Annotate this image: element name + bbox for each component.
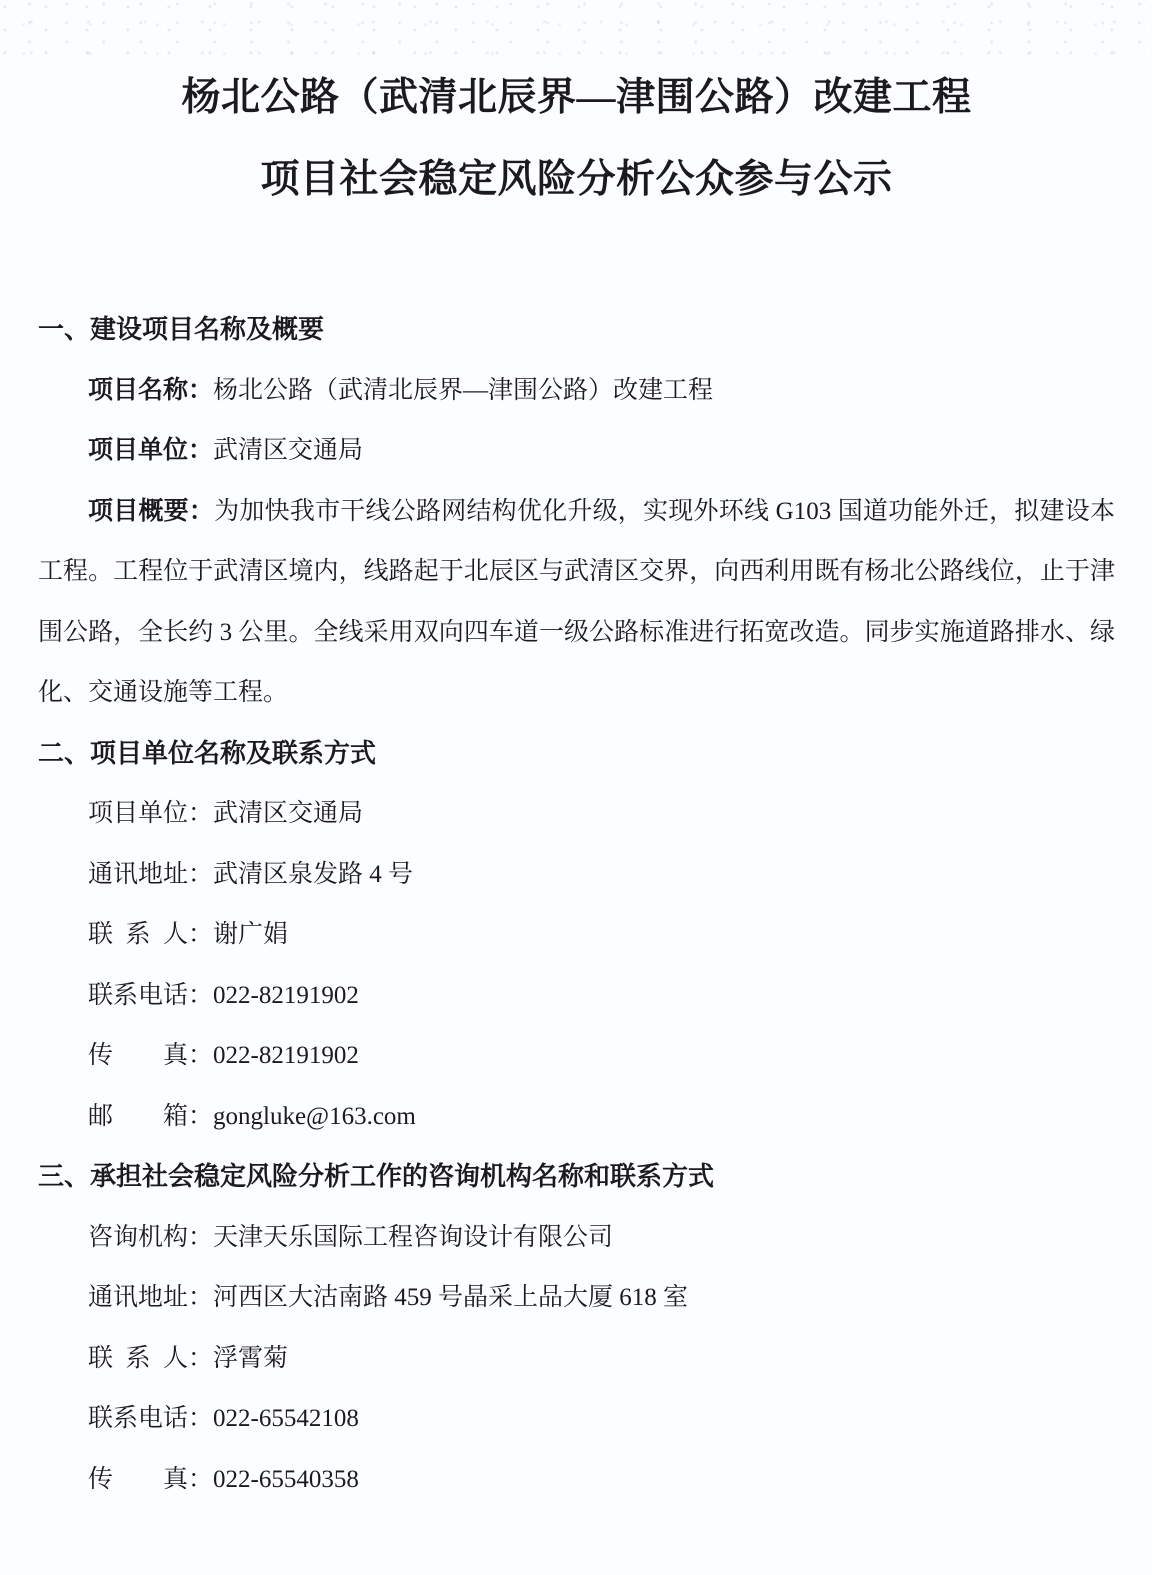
field-row-contact (38, 905, 1115, 966)
field-label: 通 讯 地 址 (88, 860, 189, 888)
field-value: 022-82191902 (213, 1042, 359, 1069)
page-title-line-1: 杨北公路（武清北辰界—津围公路）改建工程 (181, 76, 972, 119)
field-label: 咨 询 机 构 (88, 1223, 189, 1251)
field-row-address (38, 845, 1115, 906)
summary-line-4: 化、交通设施等工程。 (38, 679, 289, 706)
field-colon: ： (188, 921, 214, 948)
field-colon: ： (188, 376, 214, 404)
page-title-line-2: 项目社会稳定风险分析公众参与公示 (260, 158, 893, 201)
field-row-contact (38, 1329, 1115, 1390)
field-colon: ： (188, 1344, 214, 1372)
summary-label: 项目概要 (88, 497, 189, 525)
field-value: 浮霄菊 (213, 1344, 289, 1372)
field-label: 项 目 单 位 (88, 800, 189, 827)
field-value: 谢广娟 (213, 921, 289, 948)
field-label: 通 讯 地 址 (88, 1284, 189, 1311)
document-content (38, 300, 1115, 1510)
field-value: 022-82191902 (213, 981, 359, 1009)
field-value: 天津天乐国际工程咨询设计有限公司 (213, 1223, 614, 1251)
field-colon: ： (188, 800, 214, 827)
section-2-heading: 二、项目单位名称及联系方式 (38, 738, 377, 768)
field-label: 联 系 电 话 (88, 1405, 189, 1432)
field-colon: ： (188, 437, 214, 464)
summary-text: 为加快我市干线公路网结构优化升级，实现外环线 G103 国道功能外迁，拟建设本 (213, 497, 1115, 525)
field-value: gongluke@163.com (213, 1102, 416, 1130)
field-colon: ： (188, 860, 214, 888)
field-colon: ： (188, 1405, 214, 1432)
field-colon: ： (188, 1284, 214, 1311)
field-row-fax (38, 1026, 1115, 1087)
field-label: 传 真 (88, 1465, 188, 1493)
field-value: 河西区大沽南路 459 号晶采上品大厦 618 室 (213, 1284, 689, 1311)
summary-line-1 (38, 482, 1115, 543)
field-label: 联 系 人 (88, 1344, 188, 1372)
field-row-phone (38, 1389, 1115, 1450)
field-row-fax (38, 1450, 1115, 1511)
field-row-address (38, 1268, 1115, 1329)
field-label: 项 目 单 位 (88, 437, 189, 464)
field-colon: ： (188, 981, 214, 1009)
field-colon: ： (188, 1102, 214, 1130)
field-value: 武清区交通局 (213, 437, 364, 464)
field-row-project-unit (38, 421, 1115, 482)
field-row-consultant (38, 1208, 1115, 1269)
field-row-project-name (38, 361, 1115, 422)
summary-line-3: 围公路，全长约 3 公里。全线采用双向四车道一级公路标准进行拓宽改造。同步实施道路排水、绿 (38, 618, 1115, 646)
field-label: 传 真 (88, 1042, 188, 1069)
field-row-email (38, 1087, 1115, 1148)
field-colon: ： (188, 1465, 214, 1493)
field-value: 022-65540358 (213, 1465, 359, 1493)
field-colon: ： (188, 1223, 214, 1251)
summary-line-2: 工程。工程位于武清区境内，线路起于北辰区与武清区交界，向西利用既有杨北公路线位，止于津 (38, 558, 1115, 585)
field-value: 杨北公路（武清北辰界—津围公路）改建工程 (213, 376, 714, 404)
field-value: 武清区交通局 (213, 800, 364, 827)
field-row-unit (38, 784, 1115, 845)
field-label: 联 系 电 话 (88, 981, 189, 1009)
field-value: 022-65542108 (213, 1405, 359, 1432)
field-label: 邮 箱 (88, 1102, 188, 1130)
section-1-heading: 一、建设项目名称及概要 (38, 315, 325, 344)
field-row-phone (38, 966, 1115, 1027)
field-value: 武清区泉发路 4 号 (213, 860, 414, 888)
field-label: 联 系 人 (88, 921, 188, 948)
field-label: 项 目 名 称 (88, 376, 189, 404)
section-3-heading: 三、承担社会稳定风险分析工作的咨询机构名称和联系方式 (38, 1162, 715, 1191)
field-colon: ： (188, 1042, 214, 1069)
field-colon: ： (188, 497, 214, 525)
